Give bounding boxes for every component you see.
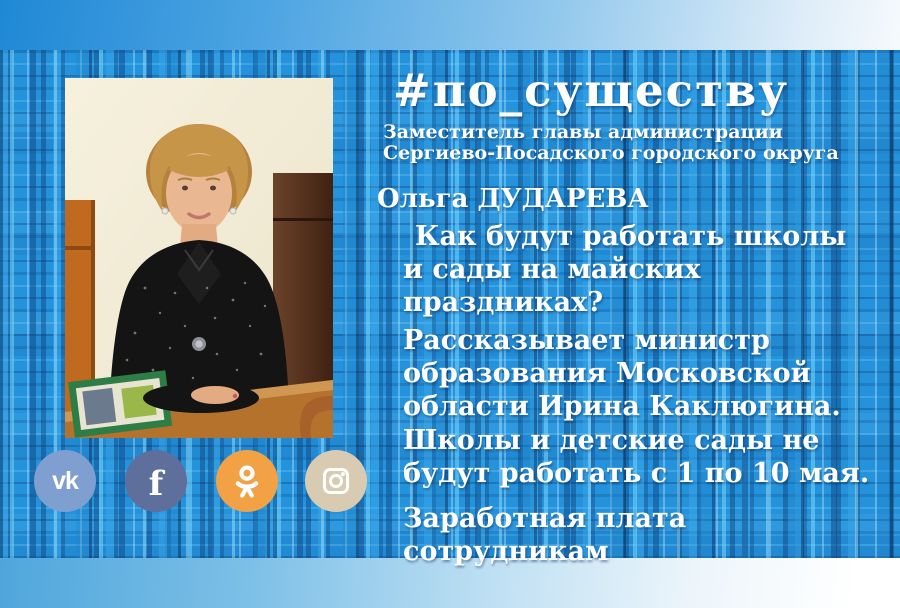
answer-intro-paragraph: [403, 324, 841, 423]
instagram-button[interactable]: [305, 450, 367, 512]
hashtag-title: #по_существу: [393, 64, 790, 117]
answer-intro-line: области Ирина Каклюгина.: [403, 391, 841, 422]
facebook-icon: f: [148, 464, 164, 504]
vk-button[interactable]: [34, 450, 96, 512]
photo-arms: [143, 383, 259, 413]
facebook-button[interactable]: [125, 450, 187, 512]
fact-paragraph: [403, 424, 869, 490]
topic-line: сотрудникам: [403, 536, 609, 567]
subtitle: [383, 122, 839, 164]
social-icons-row: [34, 450, 374, 512]
answer-intro-line: образования Московской: [403, 358, 811, 389]
question-line: праздниках?: [403, 287, 604, 318]
vk-icon: vk: [52, 466, 78, 495]
speaker-name: Ольга ДУДАРЕВА: [377, 184, 649, 214]
top-gradient-band: [0, 0, 900, 50]
topic-paragraph: [403, 502, 686, 568]
topic-line: Заработная плата: [403, 503, 687, 534]
fact-line: будут работать с 1 по 10 мая.: [403, 458, 870, 489]
question-paragraph: [403, 220, 846, 319]
odnoklassniki-button[interactable]: [216, 450, 278, 512]
instagram-icon: [321, 466, 351, 496]
subtitle-line: Заместитель главы администрации: [383, 121, 783, 143]
fact-line: Школы и детские сады не: [403, 425, 820, 456]
question-line: Как будут работать школы: [415, 221, 847, 252]
subtitle-line: Сергиево-Посадского городского округа: [383, 142, 839, 164]
portrait-photo: [65, 78, 333, 438]
answer-intro-line: Рассказывает министр: [403, 325, 770, 356]
odnoklassniki-icon: [232, 464, 262, 498]
question-line: и сады на майских: [403, 254, 701, 285]
